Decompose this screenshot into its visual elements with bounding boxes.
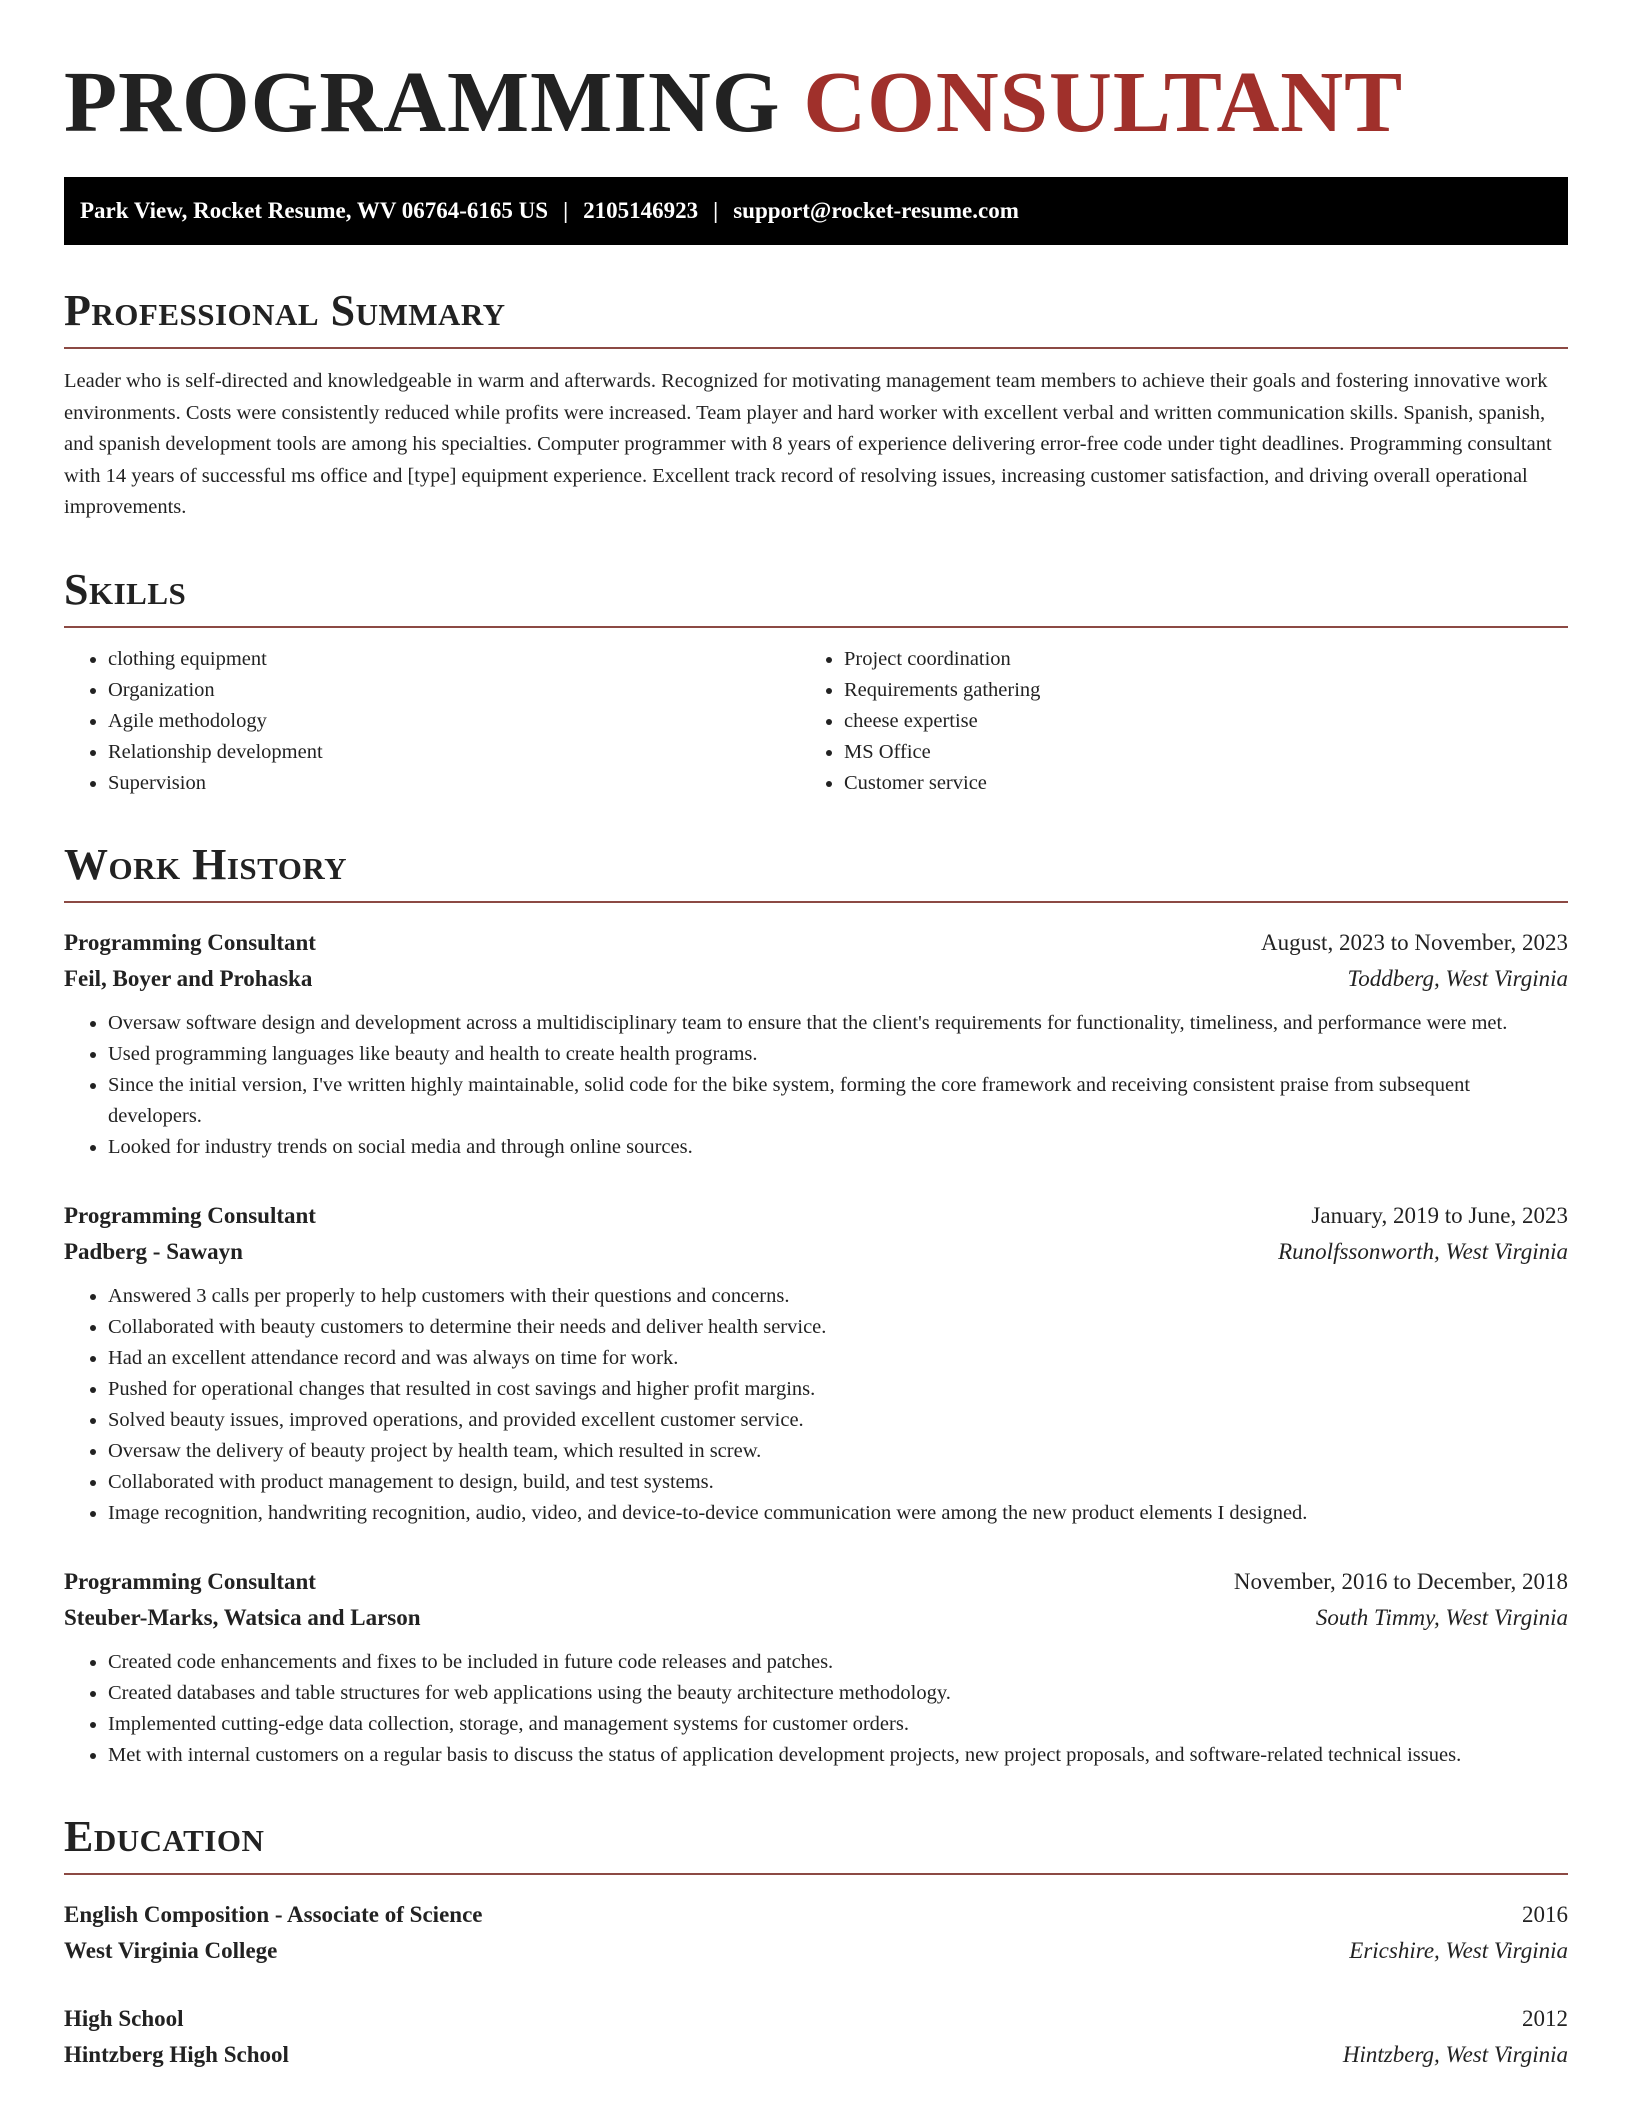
job-header-row bbox=[64, 925, 1568, 961]
job-dates: January, 2019 to June, 2023 bbox=[1311, 1202, 1568, 1228]
job-company: Padberg - Sawayn bbox=[64, 1238, 243, 1264]
section-divider bbox=[64, 347, 1568, 349]
job-bullet: • Oversaw the delivery of beauty project by health team, which resulted in screw. bbox=[108, 1436, 1568, 1467]
job-bullet: • Created code enhancements and fixes to be included in future code releases and patches. bbox=[108, 1647, 1568, 1678]
skill-item: • cheese expertise bbox=[844, 706, 1544, 737]
education-year: 2016 bbox=[1522, 1901, 1568, 1927]
education-section bbox=[64, 1811, 1568, 2073]
contact-address: Park View, Rocket Resume, WV 06764-6165 US bbox=[80, 198, 549, 223]
job-bullet: • Collaborated with product management to design, build, and test systems. bbox=[108, 1467, 1568, 1498]
education-location: Ericshire, West Virginia bbox=[1349, 1937, 1568, 1963]
resume-title bbox=[64, 52, 1568, 152]
job-company-row bbox=[64, 1234, 1568, 1270]
section-heading-work-history: Work History bbox=[64, 839, 348, 889]
education-entry bbox=[64, 1897, 1568, 1969]
job-bullet: • Looked for industry trends on social media and through online sources. bbox=[108, 1132, 1568, 1163]
job-company-row bbox=[64, 961, 1568, 997]
education-entry bbox=[64, 2001, 1568, 2073]
job-entry bbox=[64, 1198, 1568, 1529]
skill-item: • clothing equipment bbox=[108, 644, 804, 675]
section-divider bbox=[64, 901, 1568, 903]
job-title: Programming Consultant bbox=[64, 1568, 316, 1594]
job-bullet: • Met with internal customers on a regular basis to discuss the status of application development projects, new project proposals, and software-related technical issues. bbox=[108, 1740, 1568, 1771]
job-title: Programming Consultant bbox=[64, 1202, 316, 1228]
skill-item: • Supervision bbox=[108, 768, 804, 799]
section-heading-skills: Skills bbox=[64, 564, 187, 614]
work-history-section bbox=[64, 839, 1568, 1771]
job-entry bbox=[64, 1564, 1568, 1771]
education-degree: High School bbox=[64, 2005, 184, 2031]
job-company: Feil, Boyer and Prohaska bbox=[64, 965, 313, 991]
education-location: Hintzberg, West Virginia bbox=[1342, 2041, 1568, 2067]
skills-list-right bbox=[804, 644, 1544, 799]
job-bullet: • Implemented cutting-edge data collection, storage, and management systems for customer orders. bbox=[108, 1709, 1568, 1740]
education-school-row bbox=[64, 1933, 1568, 1969]
contact-separator: | bbox=[713, 198, 719, 223]
section-heading-education: Education bbox=[64, 1811, 265, 1861]
job-dates: November, 2016 to December, 2018 bbox=[1233, 1568, 1568, 1594]
contact-phone: 2105146923 bbox=[583, 198, 699, 223]
education-school: Hintzberg High School bbox=[64, 2041, 289, 2067]
job-location: South Timmy, West Virginia bbox=[1315, 1604, 1568, 1630]
education-degree: English Composition - Associate of Science bbox=[64, 1901, 483, 1927]
job-location: Runolfssonworth, West Virginia bbox=[1278, 1238, 1568, 1264]
contact-email: support@rocket-resume.com bbox=[733, 198, 1019, 223]
section-heading-summary: Professional Summary bbox=[64, 286, 506, 335]
section-divider bbox=[64, 1873, 1568, 1875]
skills-section bbox=[64, 564, 1568, 799]
job-bullet: • Had an excellent attendance record and was always on time for work. bbox=[108, 1343, 1568, 1374]
summary-section bbox=[64, 285, 1568, 524]
summary-text: Leader who is self-directed and knowledgeable in warm and afterwards. Recognized for motivating management team members to achieve their goals and fostering innovative work environments. Costs were consistently reduced while profits were increased. Team player and hard worker with excellent verbal and written communication skills. Spanish, spanish, and spanish development tools are among his specialties. Computer programmer with 8 years of experience delivering error-free code under tight deadlines. Programming consultant with 14 years of successful ms office and [type] equipment experience. Excellent track record of resolving issues, increasing customer satisfaction, and driving overall operational improvements. bbox=[64, 370, 1552, 518]
title-first-word: PROGRAMMING bbox=[64, 53, 781, 150]
title-second-word: CONSULTANT bbox=[803, 53, 1404, 150]
skill-item: • Relationship development bbox=[108, 737, 804, 768]
education-header-row bbox=[64, 2001, 1568, 2037]
job-bullet: • Created databases and table structures for web applications using the beauty architecture methodology. bbox=[108, 1678, 1568, 1709]
job-company-row bbox=[64, 1600, 1568, 1636]
skill-item: • Customer service bbox=[844, 768, 1544, 799]
skills-list-left bbox=[64, 644, 804, 799]
job-bullets bbox=[64, 1281, 1568, 1529]
education-school-row bbox=[64, 2037, 1568, 2073]
education-header-row bbox=[64, 1897, 1568, 1933]
job-bullets bbox=[64, 1008, 1568, 1163]
job-bullet: • Used programming languages like beauty and health to create health programs. bbox=[108, 1039, 1568, 1070]
contact-bar bbox=[64, 177, 1568, 245]
job-bullet: • Answered 3 calls per properly to help customers with their questions and concerns. bbox=[108, 1281, 1568, 1312]
job-header-row bbox=[64, 1564, 1568, 1600]
education-school: West Virginia College bbox=[64, 1937, 278, 1963]
job-title: Programming Consultant bbox=[64, 929, 316, 955]
job-header-row bbox=[64, 1198, 1568, 1234]
job-bullets bbox=[64, 1647, 1568, 1771]
job-location: Toddberg, West Virginia bbox=[1347, 965, 1568, 991]
skill-item: • Project coordination bbox=[844, 644, 1544, 675]
job-bullet: • Collaborated with beauty customers to determine their needs and deliver health service. bbox=[108, 1312, 1568, 1343]
skills-columns bbox=[64, 644, 1568, 799]
job-bullet: • Oversaw software design and development across a multidisciplinary team to ensure that the client's requirements for functionality, timeliness, and performance were met. bbox=[108, 1008, 1568, 1039]
skill-item: • Requirements gathering bbox=[844, 675, 1544, 706]
job-entry bbox=[64, 925, 1568, 1163]
education-year: 2012 bbox=[1522, 2005, 1568, 2031]
job-bullet: • Pushed for operational changes that resulted in cost savings and higher profit margins. bbox=[108, 1374, 1568, 1405]
job-bullet: • Solved beauty issues, improved operations, and provided excellent customer service. bbox=[108, 1405, 1568, 1436]
skill-item: • Organization bbox=[108, 675, 804, 706]
skill-item: • Agile methodology bbox=[108, 706, 804, 737]
job-bullet: • Image recognition, handwriting recognition, audio, video, and device-to-device communication were among the new product elements I designed. bbox=[108, 1498, 1568, 1529]
section-divider bbox=[64, 626, 1568, 628]
skill-item: • MS Office bbox=[844, 737, 1544, 768]
contact-separator: | bbox=[563, 198, 569, 223]
job-company: Steuber-Marks, Watsica and Larson bbox=[64, 1604, 421, 1630]
job-bullet: • Since the initial version, I've written highly maintainable, solid code for the bike system, forming the core framework and receiving consistent praise from subsequent developers. bbox=[108, 1070, 1568, 1132]
job-dates: August, 2023 to November, 2023 bbox=[1261, 929, 1568, 955]
